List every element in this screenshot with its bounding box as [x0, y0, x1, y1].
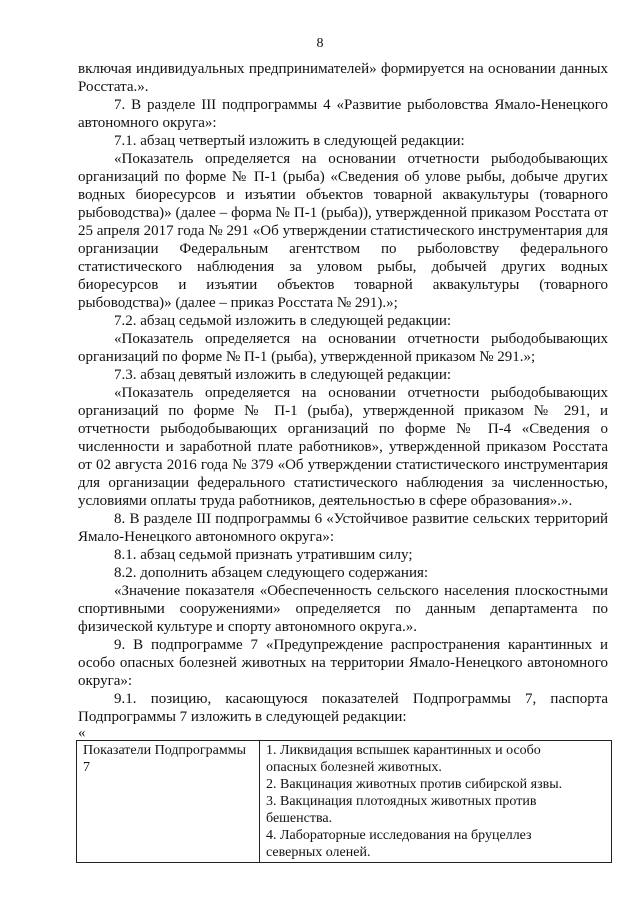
paragraph: 9.1. позицию, касающуюся показателей Подпрограммы 7, паспорта Подпрограммы 7 изложить в следующей редакции: [78, 691, 608, 725]
paragraph: «Показатель определяется на основании отчетности рыбодобывающих организаций по форме № П-1 (рыба), утвержденной приказом № 291.»; [78, 331, 608, 365]
paragraph: 8.2. дополнить абзацем следующего содержания: [114, 565, 429, 581]
paragraph: включая индивидуальных предпринимателей» формируется на основании данных Росстата.». [78, 61, 608, 95]
passport-table [76, 740, 612, 863]
paragraph: 7.1. абзац четвертый изложить в следующей редакции: [114, 133, 465, 149]
table-row [77, 741, 612, 863]
list-item: 4. Лабораторные исследования на бруцеллез северных оленей. [266, 828, 532, 860]
table-items-cell [260, 741, 612, 863]
list-item: 1. Ликвидация вспышек карантинных и особо опасных болезней животных. [266, 743, 541, 775]
paragraph: 9. В подпрограмме 7 «Предупреждение распространения карантинных и особо опасных болезней животных на территории Ямало-Ненецкого автономного округа»: [78, 637, 608, 689]
open-quote: « [78, 725, 86, 741]
paragraph: 7.3. абзац девятый изложить в следующей редакции: [114, 367, 452, 383]
page-number: 8 [316, 36, 324, 51]
paragraph: «Значение показателя «Обеспеченность сельского населения плоскостными спортивными сооружениями» определяется по данным департамента по физической культуре и спорту автономного округа.». [78, 583, 608, 635]
table-label-cell: Показатели Подпрограммы 7 [77, 741, 260, 863]
paragraph: 8.1. абзац седьмой признать утратившим силу; [114, 547, 413, 563]
paragraph: 7.2. абзац седьмой изложить в следующей редакции: [114, 313, 452, 329]
paragraph: 8. В разделе III подпрограммы 6 «Устойчивое развитие сельских территорий Ямало-Ненецкого автономного округа»: [78, 511, 608, 545]
paragraph: 7. В разделе III подпрограммы 4 «Развитие рыболовства Ямало-Ненецкого автономного округа»: [78, 97, 608, 131]
list-item: 3. Вакцинация плотоядных животных против бешенства. [266, 794, 537, 826]
paragraph: «Показатель определяется на основании отчетности рыбодобывающих организаций по форме № П-1 (рыба) «Сведения об улове рыбы, добыче других водных биоресурсов и изъятии объектов товарной аквакультуры (товарного рыбоводства)» (далее – форма № П-1 (рыба)), утвержденной приказом Росстата от 25 апреля 2017 года № 291 «Об утверждении статистического инструментария для организации Федеральным агентством по рыболовству федерального статистического наблюдения за уловом рыбы, добычей других водных биоресурсов и изъятии объектов товарной аквакультуры (товарного рыбоводства)» (далее – приказ Росстата № 291).»; [78, 151, 608, 311]
paragraph: «Показатель определяется на основании отчетности рыбодобывающих организаций по форме № П-1 (рыба), утвержденной приказом № 291, и отчетности рыбодобывающих организаций по форме № П-4 «Сведения о численности и заработной плате работников», утвержденной приказом Росстата от 02 августа 2016 года № 379 «Об утверждении статистического инструментария для организации федерального статистического наблюдения за численностью, условиями оплаты труда работников, деятельностью в сфере образования».». [78, 385, 608, 509]
list-item: 2. Вакцинация животных против сибирской язвы. [266, 777, 563, 792]
document-body [78, 60, 608, 863]
